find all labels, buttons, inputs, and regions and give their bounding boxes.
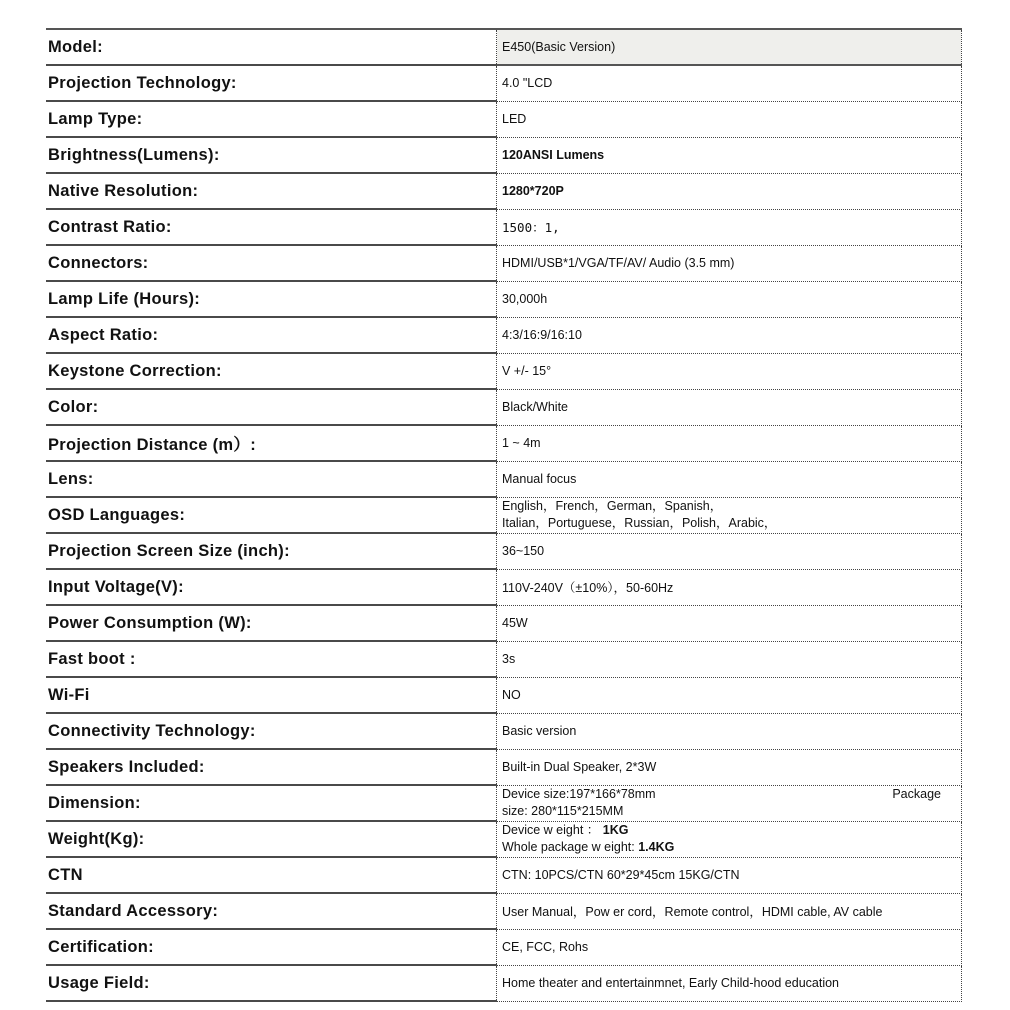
spec-label: Lens: — [46, 461, 497, 497]
spec-label: Fast boot : — [46, 641, 497, 677]
spec-row-speakers — [46, 749, 962, 785]
spec-row-dimension — [46, 785, 962, 821]
spec-value: 120ANSI Lumens — [497, 137, 962, 173]
spec-label: Model: — [46, 29, 497, 65]
spec-row-connectors — [46, 245, 962, 281]
spec-label: Keystone Correction: — [46, 353, 497, 389]
spec-label: Brightness(Lumens): — [46, 137, 497, 173]
spec-value-line: English，French，German，Spanish， — [502, 499, 723, 513]
spec-value — [497, 497, 962, 533]
spec-value: 110V-240V（±10%），50-60Hz — [497, 569, 962, 605]
spec-row-screen-size — [46, 533, 962, 569]
spec-label: Power Consumption (W): — [46, 605, 497, 641]
spec-value: User Manual，Pow er cord，Remote control，HDMI cable, AV cable — [497, 893, 962, 929]
package-weight-prefix: Whole package w eight: — [502, 840, 635, 854]
spec-label: Connectors: — [46, 245, 497, 281]
spec-label: Aspect Ratio: — [46, 317, 497, 353]
spec-value: E450(Basic Version) — [497, 29, 962, 65]
spec-label: CTN — [46, 857, 497, 893]
spec-row-model — [46, 29, 962, 65]
spec-value: LED — [497, 101, 962, 137]
spec-label: Contrast Ratio: — [46, 209, 497, 245]
spec-value — [497, 785, 962, 821]
spec-value: 3s — [497, 641, 962, 677]
spec-row-wifi — [46, 677, 962, 713]
spec-value: 30,000h — [497, 281, 962, 317]
spec-label: Dimension: — [46, 785, 497, 821]
spec-row-lamp-life — [46, 281, 962, 317]
spec-label: Projection Screen Size (inch): — [46, 533, 497, 569]
spec-row-native-resolution — [46, 173, 962, 209]
spec-label: OSD Languages: — [46, 497, 497, 533]
spec-value: Black/White — [497, 389, 962, 425]
spec-label: Wi-Fi — [46, 677, 497, 713]
spec-label: Projection Distance (m）: — [46, 425, 497, 461]
device-size-text: Device size:197*166*78mm — [502, 787, 656, 801]
spec-label: Connectivity Technology: — [46, 713, 497, 749]
spec-value-line — [502, 839, 961, 856]
spec-value: 4:3/16:9/16:10 — [497, 317, 962, 353]
spec-row-ctn — [46, 857, 962, 893]
spec-value: 1 ~ 4m — [497, 425, 962, 461]
spec-value: HDMI/USB*1/VGA/TF/AV/ Audio (3.5 mm) — [497, 245, 962, 281]
spec-value: Built-in Dual Speaker, 2*3W — [497, 749, 962, 785]
spec-label: Weight(Kg): — [46, 821, 497, 857]
spec-value-line: Italian，Portuguese，Russian，Polish，Arabic， — [502, 516, 777, 530]
device-weight-prefix: Device w eight ： — [502, 823, 600, 837]
spec-row-weight — [46, 821, 962, 857]
spec-value: Basic version — [497, 713, 962, 749]
spec-row-lens — [46, 461, 962, 497]
spec-label: Projection Technology: — [46, 65, 497, 101]
spec-value: CTN: 10PCS/CTN 60*29*45cm 15KG/CTN — [497, 857, 962, 893]
package-text: Package — [892, 787, 941, 801]
spec-table — [46, 28, 962, 1002]
spec-row-certification — [46, 929, 962, 965]
spec-label: Lamp Life (Hours): — [46, 281, 497, 317]
spec-row-connectivity-technology — [46, 713, 962, 749]
spec-value: CE, FCC, Rohs — [497, 929, 962, 965]
spec-row-projection-distance — [46, 425, 962, 461]
spec-label: Color: — [46, 389, 497, 425]
spec-label: Input Voltage(V): — [46, 569, 497, 605]
spec-row-power-consumption — [46, 605, 962, 641]
spec-value-line — [502, 822, 961, 839]
spec-value: 45W — [497, 605, 962, 641]
spec-row-projection-technology — [46, 65, 962, 101]
spec-row-contrast-ratio — [46, 209, 962, 245]
spec-value: 1280*720P — [497, 173, 962, 209]
spec-value: Manual focus — [497, 461, 962, 497]
spec-value: 1500：1, — [497, 209, 962, 245]
spec-value: NO — [497, 677, 962, 713]
spec-label: Lamp Type: — [46, 101, 497, 137]
spec-row-standard-accessory — [46, 893, 962, 929]
package-weight-value: 1.4KG — [638, 840, 675, 854]
spec-row-osd-languages — [46, 497, 962, 533]
spec-row-lamp-type — [46, 101, 962, 137]
spec-row-input-voltage — [46, 569, 962, 605]
spec-row-usage-field — [46, 965, 962, 1001]
spec-value: Home theater and entertainmnet, Early Child-hood education — [497, 965, 962, 1001]
spec-value: 4.0 "LCD — [497, 65, 962, 101]
spec-value: 36~150 — [497, 533, 962, 569]
spec-value-line: size: 280*115*215MM — [502, 804, 624, 818]
spec-value — [497, 821, 962, 857]
spec-label: Standard Accessory: — [46, 893, 497, 929]
spec-row-color — [46, 389, 962, 425]
spec-value: V +/- 15° — [497, 353, 962, 389]
spec-row-keystone-correction — [46, 353, 962, 389]
spec-row-aspect-ratio — [46, 317, 962, 353]
spec-label: Speakers Included: — [46, 749, 497, 785]
spec-label: Usage Field: — [46, 965, 497, 1001]
spec-label: Native Resolution: — [46, 173, 497, 209]
spec-row-fast-boot — [46, 641, 962, 677]
spec-row-brightness — [46, 137, 962, 173]
spec-value-line — [502, 786, 961, 803]
device-weight-value: 1KG — [602, 823, 629, 837]
spec-label: Certification: — [46, 929, 497, 965]
